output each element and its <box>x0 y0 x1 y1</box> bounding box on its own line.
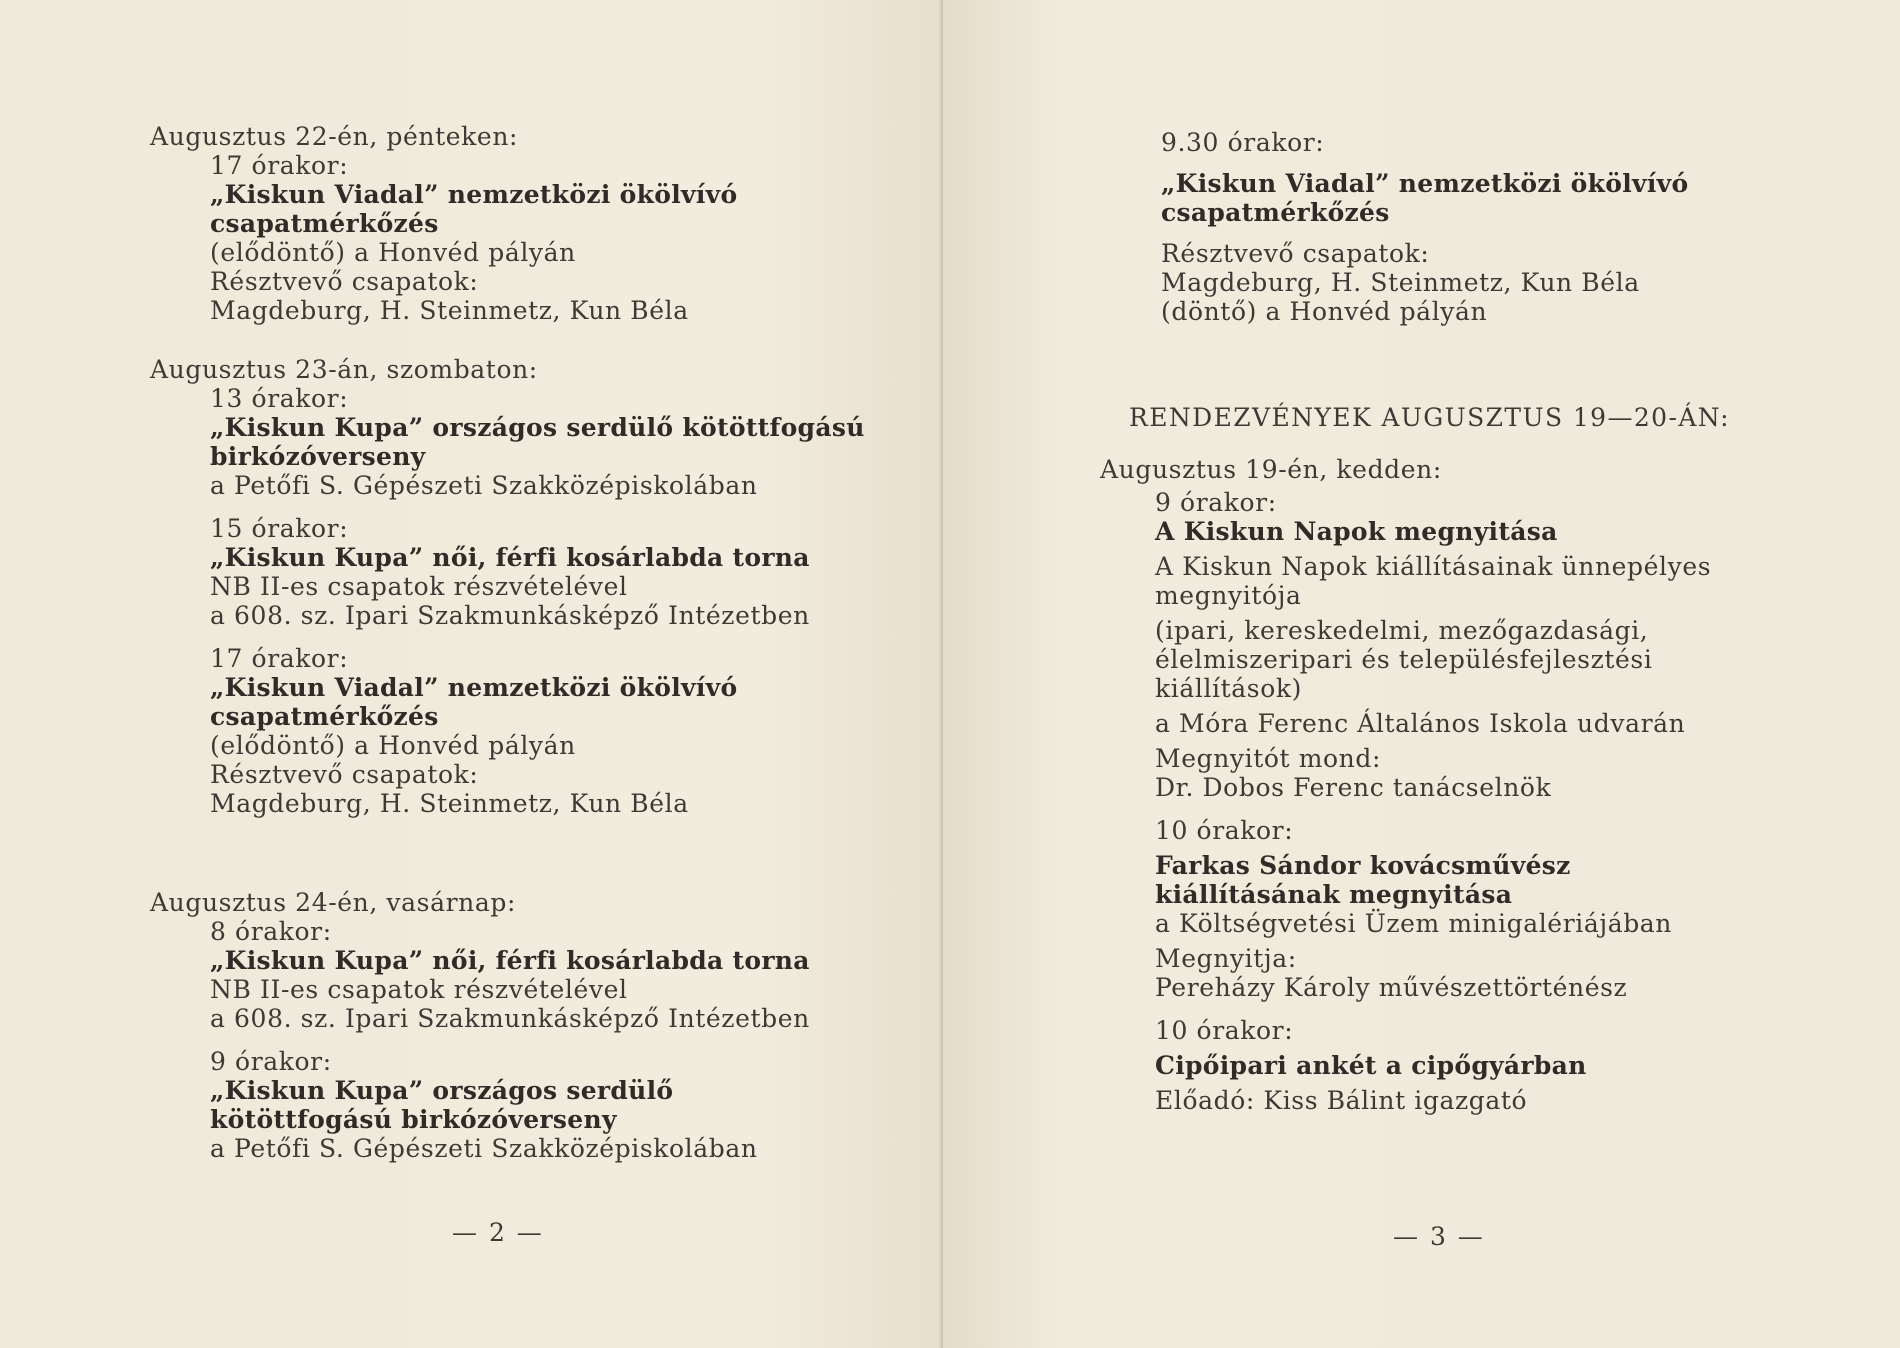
event-speaker: Dr. Dobos Ferenc tanácselnök <box>1155 773 1552 802</box>
page-number: — 2 — <box>452 1218 544 1247</box>
event-opener-label: Megnyitja: <box>1155 944 1297 973</box>
event-opener: Pereházy Károly művészettörténész <box>1155 973 1628 1002</box>
event-title: „Kiskun Viadal” nemzetközi ökölvívó <box>1161 169 1689 198</box>
event-detail: (elődöntő) a Honvéd pályán <box>210 238 576 267</box>
day-heading: Augusztus 24-én, vasárnap: <box>150 888 516 917</box>
event-detail: NB II-es csapatok részvételével <box>210 572 628 601</box>
event-time: 10 órakor: <box>1155 816 1294 845</box>
event-desc: (ipari, kereskedelmi, mezőgazdasági, <box>1155 616 1649 645</box>
event-detail: Résztvevő csapatok: <box>210 760 479 789</box>
event-title: birkózóverseny <box>210 442 426 471</box>
event-detail: (elődöntő) a Honvéd pályán <box>210 731 576 760</box>
aug22-section <box>150 122 737 325</box>
event-title: „Kiskun Viadal” nemzetközi ökölvívó <box>210 673 738 702</box>
event-title: „Kiskun Viadal” nemzetközi ökölvívó <box>210 180 738 209</box>
event-time: 13 órakor: <box>210 384 349 413</box>
event-detail: Magdeburg, H. Steinmetz, Kun Béla <box>210 789 689 818</box>
event-speaker-label: Megnyitót mond: <box>1155 744 1381 773</box>
page-number: — 3 — <box>1393 1222 1485 1251</box>
event-place: a Móra Ferenc Általános Iskola udvarán <box>1155 709 1686 738</box>
event-detail: Résztvevő csapatok: <box>1161 239 1430 268</box>
event-title: kötöttfogású birkózóverseny <box>210 1105 617 1134</box>
left-page <box>0 0 943 1348</box>
event-title: csapatmérkőzés <box>1161 198 1390 227</box>
day-heading: Augusztus 22-én, pénteken: <box>150 122 519 151</box>
event-time: 17 órakor: <box>210 644 349 673</box>
event-title: „Kiskun Kupa” országos serdülő kötöttfogású <box>210 413 865 442</box>
event-detail: (döntő) a Honvéd pályán <box>1161 297 1488 326</box>
section-heading-block <box>1129 403 1730 432</box>
event-place: a 608. sz. Ipari Szakmunkásképző Intézetben <box>210 1004 810 1033</box>
event-title: kiállításának megnyitása <box>1155 880 1513 909</box>
event-place: a Petőfi S. Gépészeti Szakközépiskolában <box>210 1134 758 1163</box>
event-time: 9.30 órakor: <box>1161 128 1325 157</box>
event-place: a Petőfi S. Gépészeti Szakközépiskolában <box>210 471 758 500</box>
aug24-section <box>150 888 810 1163</box>
event-place: a Költségvetési Üzem minigalériájában <box>1155 909 1673 938</box>
event-title: Cipőipari ankét a cipőgyárban <box>1155 1051 1587 1080</box>
event-detail: Résztvevő csapatok: <box>210 267 479 296</box>
event-place: a 608. sz. Ipari Szakmunkásképző Intézetben <box>210 601 810 630</box>
right-page <box>943 0 1900 1348</box>
event-title: „Kiskun Kupa” országos serdülő <box>210 1076 674 1105</box>
event-detail: Magdeburg, H. Steinmetz, Kun Béla <box>210 296 689 325</box>
event-desc: élelmiszeripari és településfejlesztési <box>1155 645 1653 674</box>
event-time: 8 órakor: <box>210 917 332 946</box>
day-heading: Augusztus 23-án, szombaton: <box>150 355 538 384</box>
aug19-section <box>1100 455 1711 1115</box>
event-time: 17 órakor: <box>210 151 349 180</box>
event-detail: Magdeburg, H. Steinmetz, Kun Béla <box>1161 268 1640 297</box>
section-heading: RENDEZVÉNYEK AUGUSZTUS 19—20-ÁN: <box>1129 403 1730 432</box>
event-desc: A Kiskun Napok kiállításainak ünnepélyes <box>1155 552 1712 581</box>
aug23-section <box>150 355 865 818</box>
event-desc: megnyitója <box>1155 581 1302 610</box>
event-detail: NB II-es csapatok részvételével <box>210 975 628 1004</box>
final-match-section <box>1161 128 1688 326</box>
event-title: csapatmérkőzés <box>210 702 439 731</box>
event-title: „Kiskun Kupa” női, férfi kosárlabda torna <box>210 946 810 975</box>
event-speaker: Előadó: Kiss Bálint igazgató <box>1155 1086 1528 1115</box>
day-heading: Augusztus 19-én, kedden: <box>1100 455 1442 484</box>
event-title: Farkas Sándor kovácsművész <box>1155 851 1571 880</box>
event-title: csapatmérkőzés <box>210 209 439 238</box>
event-desc: kiállítások) <box>1155 674 1302 703</box>
event-time: 9 órakor: <box>1155 488 1277 517</box>
event-time: 10 órakor: <box>1155 1016 1294 1045</box>
event-time: 15 órakor: <box>210 514 349 543</box>
event-title: „Kiskun Kupa” női, férfi kosárlabda torna <box>210 543 810 572</box>
event-title: A Kiskun Napok megnyitása <box>1155 517 1558 546</box>
event-time: 9 órakor: <box>210 1047 332 1076</box>
